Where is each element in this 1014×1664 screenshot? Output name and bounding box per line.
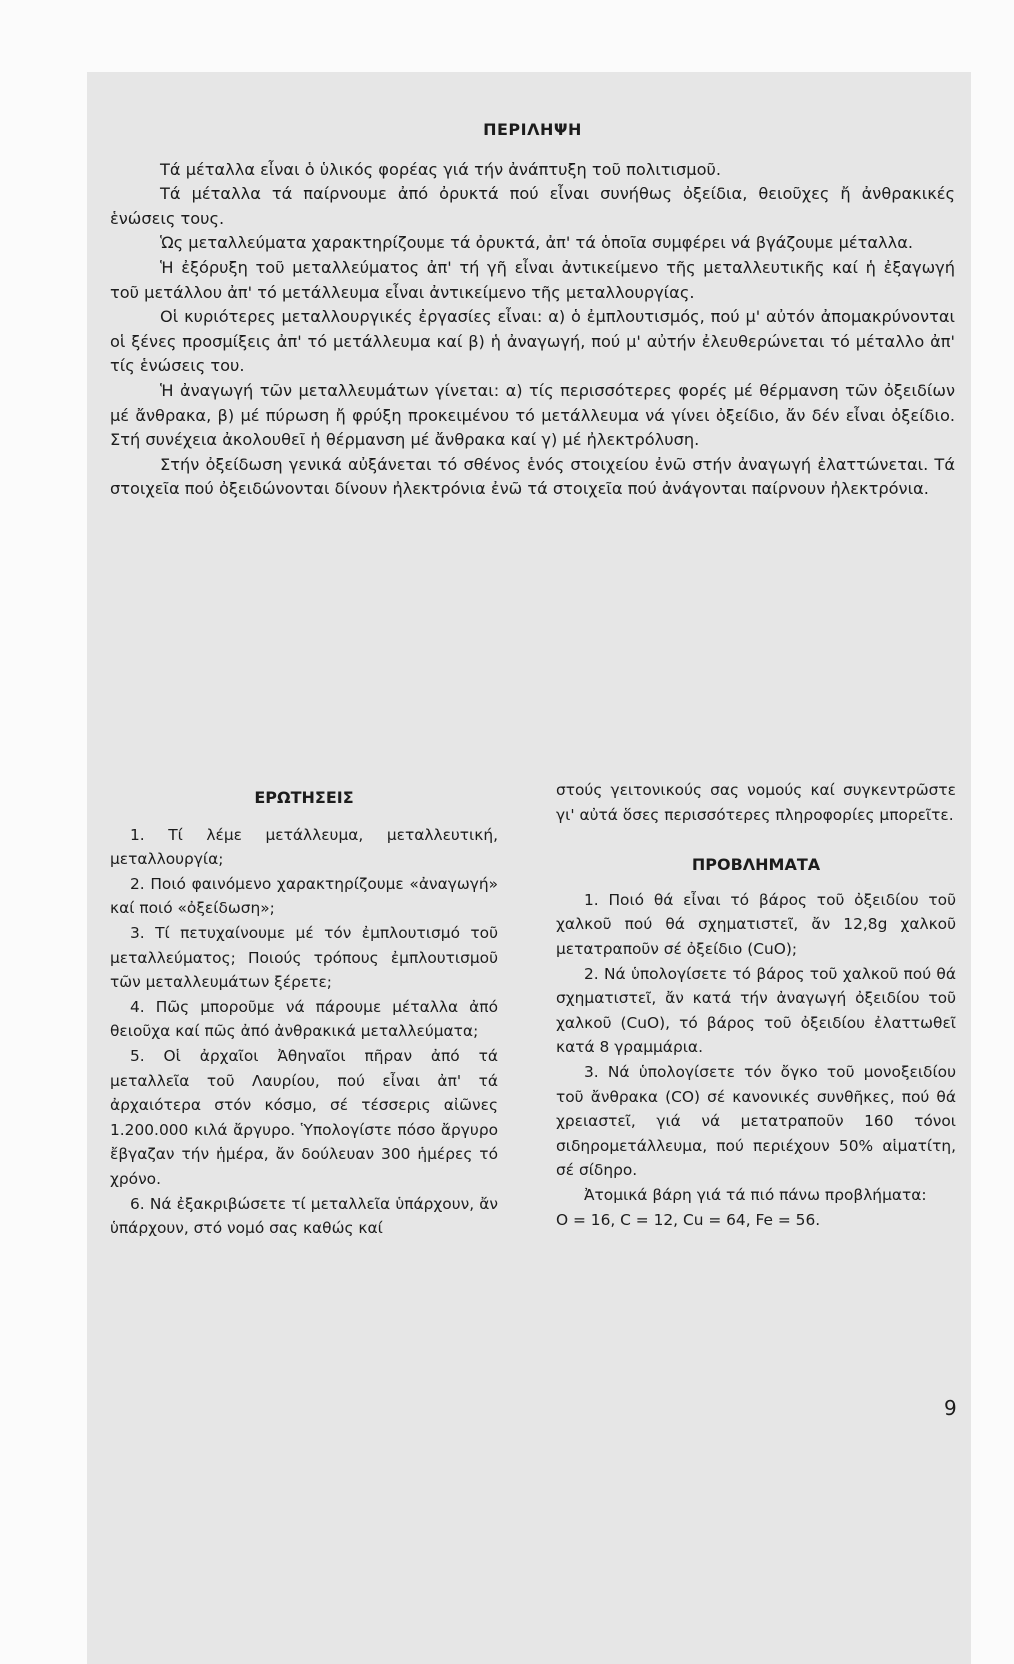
summary-paragraph: Ἡ ἀναγωγή τῶν μεταλλευμάτων γίνεται: α) τίς περισσότερες φορές μέ θέρμανση τῶν ὀξειδίων μέ ἄνθρακα, β) μέ πύρωση ἤ φρύξη προκειμένου τό μετάλλευμα νά γίνει ὀξείδιο, ἄν δέν εἶναι ὀξείδιο. Στή συνέχεια ἀκολουθεῖ ἡ θέρμανση μέ ἄνθρακα καί γ) μέ ἠλεκτρόλυση. [110, 380, 955, 450]
question-item: 1. Τί λέμε μετάλλευμα, μεταλλευτική, μεταλλουργία; [110, 825, 498, 869]
problem-item: 2. Νά ὑπολογίσετε τό βάρος τοῦ χαλκοῦ πού θά σχηματιστεῖ, ἄν κατά τήν ἀναγωγή ὀξειδίου τοῦ χαλκοῦ (CuO), τό βάρος τοῦ ὀξειδίου ἐλαττωθεῖ κατά 8 γραμμάρια. [556, 964, 956, 1057]
summary-paragraph: Στήν ὀξείδωση γενικά αὐξάνεται τό σθένος ἑνός στοιχείου ἐνῶ στήν ἀναγωγή ἐλαττώνεται. Τά στοιχεῖα πού ὀξειδώνονται δίνουν ἠλεκτρόνια ἐνῶ τά στοιχεῖα πού ἀνάγονται παίρνουν ἠλεκτρόνια. [110, 454, 955, 499]
question-item: 6. Νά ἐξακριβώσετε τί μεταλλεῖα ὑπάρχουν, ἄν ὑπάρχουν, στό νομό σας καθώς καί [110, 1194, 498, 1238]
summary-section [110, 118, 955, 502]
right-column [556, 778, 956, 1232]
question-item: 2. Ποιό φαινόμενο χαρακτηρίζουμε «ἀναγωγή» καί ποιό «ὀξείδωση»; [110, 874, 498, 918]
question-item: 3. Τί πετυχαίνουμε μέ τόν ἐμπλουτισμό τοῦ μεταλλεύματος; Ποιούς τρόπους ἐμπλουτισμοῦ τῶν μεταλλευμάτων ξέρετε; [110, 923, 498, 992]
summary-paragraph: Τά μέταλλα τά παίρνουμε ἀπό ὀρυκτά πού εἶναι συνήθως ὀξείδια, θειοῦχες ἤ ἀνθρακικές ἑνώσεις τους. [110, 184, 955, 228]
summary-paragraph: Ἡ ἐξόρυξη τοῦ μεταλλεύματος ἀπ' τή γῆ εἶναι ἀντικείμενο τῆς μεταλλευτικῆς καί ἡ ἐξαγωγή τοῦ μετάλλου ἀπ' τό μετάλλευμα εἶναι ἀντικείμενο τῆς μεταλλουργίας. [110, 257, 955, 302]
question-item: 4. Πῶς μποροῦμε νά πάρουμε μέταλλα ἀπό θειοῦχα καί πῶς ἀπό ἀνθρακικά μεταλλεύματα; [110, 997, 498, 1041]
summary-paragraph: Ὡς μεταλλεύματα χαρακτηρίζουμε τά ὀρυκτά, ἀπ' τά ὁποῖα συμφέρει νά βγάζουμε μέταλλα. [160, 233, 914, 253]
questions-section [110, 778, 498, 1241]
questions-title: ΕΡΩΤΗΣΕΙΣ [254, 788, 354, 807]
summary-paragraph: Τά μέταλλα εἶναι ὁ ὑλικός φορέας γιά τήν ἀνάπτυξη τοῦ πολιτισμοῦ. [160, 159, 721, 179]
problem-item: 1. Ποιό θά εἶναι τό βάρος τοῦ ὀξειδίου τοῦ χαλκοῦ πού θά σχηματιστεῖ, ἄν 12,8g χαλκοῦ μετατραποῦν σέ ὀξείδιο (CuO); [556, 890, 956, 958]
summary-paragraph: Οἱ κυριότερες μεταλλουργικές ἐργασίες εἶναι: α) ὁ ἐμπλουτισμός, πού μ' αὐτόν ἀπομακρύνονται οἱ ξένες προσμίξεις ἀπ' τό μετάλλευμα καί β) ἡ ἀναγωγή, πού μ' αὐτήν ἐλευθερώνεται τό μέταλλο ἀπ' τίς ἑνώσεις του. [110, 307, 955, 376]
problems-title: ΠΡΟΒΛΗΜΑΤΑ [691, 855, 821, 875]
atomic-weights-label: Ἀτομικά βάρη γιά τά πιό πάνω προβλήματα: [584, 1185, 927, 1204]
summary-title: ΠΕΡΙΛΗΨΗ [483, 120, 582, 139]
atomic-weights: O = 16, C = 12, Cu = 64, Fe = 56. [556, 1210, 821, 1229]
question-continuation: στούς γειτονικούς σας νομούς καί συγκεντρῶστε γι' αὐτά ὅσες περισσότερες πληροφορίες μπορεῖτε. [556, 781, 956, 824]
question-item: 5. Οἱ ἀρχαῖοι Ἀθηναῖοι πῆραν ἀπό τά μεταλλεῖα τοῦ Λαυρίου, πού εἶναι ἀπ' τά ἀρχαιότερα στόν κόσμο, σέ τέσσερις αἰῶνες 1.200.000 κιλά ἄργυρο. Ὑπολογίστε πόσο ἄργυρο ἔβγαζαν τήν ἡμέρα, ἄν δούλευαν 300 ἡμέρες τό χρόνο. [110, 1046, 498, 1188]
problem-item: 3. Νά ὑπολογίσετε τόν ὄγκο τοῦ μονοξειδίου τοῦ ἄνθρακα (CO) σέ κανονικές συνθῆκες, πού θά χρειαστεῖ, γιά νά μετατραποῦν 160 τόνοι σιδηρομετάλλευμα, πού περιέχουν 50% αἱματίτη, σέ σίδηρο. [556, 1062, 956, 1180]
page-number: 9 [944, 1396, 957, 1420]
